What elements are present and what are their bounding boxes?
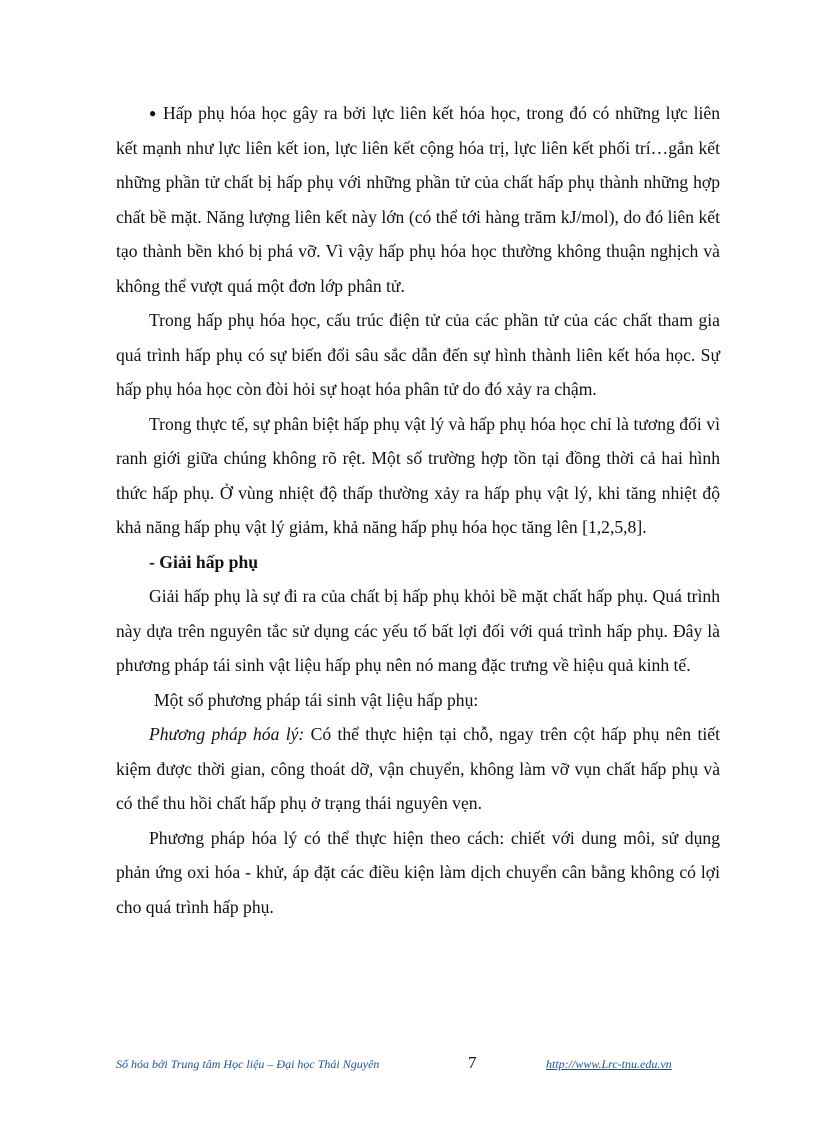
method-description: Có thể thực hiện tại chỗ, ngay trên cột hấp phụ nên tiết kiệm được thời gian, công thoát dỡ, vận chuyển, không làm vỡ vụn chất hấp phụ và có thể thu hồi chất hấp phụ ở trạng thái nguyên vẹn.	[116, 724, 720, 813]
page-number: 7	[468, 1053, 477, 1072]
footer-digitized-by: Số hóa bởi Trung tâm Học liệu – Đại học Thái Nguyên	[116, 1057, 380, 1071]
paragraph-chemisorption-text: Hấp phụ hóa học gây ra bởi lực liên kết hóa học, trong đó có những lực liên kết mạnh như lực liên kết ion, lực liên kết cộng hóa trị, lực liên kết phối trí…gắn kết những phần tử chất bị hấp phụ với những phần tử của chất hấp phụ thành những hợp chất bề mặt. Năng lượng liên kết này lớn (có thể tới hàng trăm kJ/mol), do đó liên kết tạo thành bền khó bị phá vỡ. Vì vậy hấp phụ hóa học thường không thuận nghịch và không thể vượt quá một đơn lớp phân tử.	[116, 103, 720, 296]
paragraph-physicochemical-method	[116, 717, 720, 821]
footer-website-link[interactable]: http://www.Lrc-tnu.edu.vn	[546, 1057, 672, 1071]
paragraph-electronic-structure: Trong hấp phụ hóa học, cấu trúc điện tử của các phần tử của các chất tham gia quá trình hấp phụ có sự biến đổi sâu sắc dẫn đến sự hình thành liên kết hóa học. Sự hấp phụ hóa học còn đòi hỏi sự hoạt hóa phân tử do đó xảy ra chậm.	[116, 310, 720, 399]
method-name: Phương pháp hóa lý:	[149, 724, 305, 744]
paragraph-desorption: Giải hấp phụ là sự đi ra của chất bị hấp phụ khỏi bề mặt chất hấp phụ. Quá trình này dựa trên nguyên tắc sử dụng các yếu tố bất lợi đối với quá trình hấp phụ. Đây là phương pháp tái sinh vật liệu hấp phụ nên nó mang đặc trưng về hiệu quả kinh tế.	[116, 586, 720, 675]
paragraph-method-ways: Phương pháp hóa lý có thể thực hiện theo cách: chiết với dung môi, sử dụng phản ứng oxi hóa - khử, áp đặt các điều kiện làm dịch chuyển cân bằng không có lợi cho quá trình hấp phụ.	[116, 827, 720, 917]
page-footer	[116, 1053, 690, 1075]
document-page	[116, 96, 720, 924]
paragraph-chemisorption	[116, 96, 720, 303]
section-heading-desorption: - Giải hấp phụ	[149, 551, 259, 572]
paragraph-methods-intro: Một số phương pháp tái sinh vật liệu hấp phụ:	[154, 689, 479, 710]
paragraph-distinction: Trong thực tế, sự phân biệt hấp phụ vật lý và hấp phụ hóa học chỉ là tương đối vì ranh giới giữa chúng không rõ rệt. Một số trường hợp tồn tại đồng thời cả hai hình thức hấp phụ. Ở vùng nhiệt độ thấp thường xảy ra hấp phụ vật lý, khi tăng nhiệt độ khả năng hấp phụ vật lý giảm, khả năng hấp phụ hóa học tăng lên [1,2,5,8].	[116, 413, 720, 537]
bullet-icon: ●	[149, 106, 157, 120]
